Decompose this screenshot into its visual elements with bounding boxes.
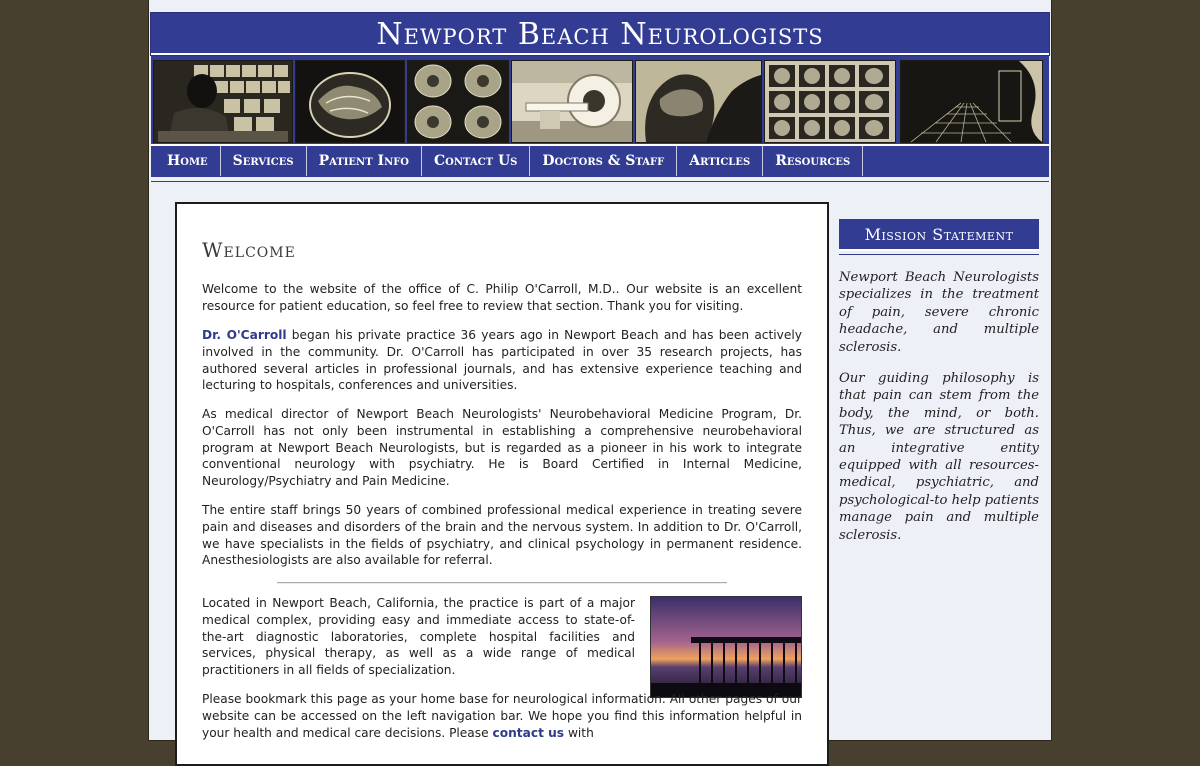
mission-divider <box>839 252 1039 255</box>
nav-doctors-staff[interactable]: Doctors & Staff <box>530 146 677 176</box>
mission-paragraph-2: Our guiding philosophy is that pain can stem from the body, the mind, or both. Thus, we are structured as an integrative entity equipped with all resources-medical, psychiatric, and psychological-to help patients manage pain and multiple sclerosis. <box>839 371 1039 543</box>
header-banner <box>151 56 1049 144</box>
pier-sunset-photo <box>650 596 802 698</box>
mri-grid-icon <box>407 60 509 143</box>
staff-paragraph: The entire staff brings 50 years of combined professional medical experience in treating severe pain and diseases and disorders of the brain and the nervous system. In addition to Dr. O'Carroll, we have specialists in the fields of psychiatry, and clinical psychology in permanent residence. Anesthesiologists are also available for referral. <box>202 503 802 568</box>
page-title: Welcome <box>202 238 296 262</box>
nav-services[interactable]: Services <box>221 146 307 176</box>
sidebar <box>839 219 1039 544</box>
intro-paragraph: Welcome to the website of the office of C. Philip O'Carroll, M.D.. Our website is an excellent resource for patient education, so feel free to review that section. Thank you for visiting. <box>202 282 802 313</box>
brain-scan-icon <box>295 60 405 143</box>
bookmark-paragraph <box>202 691 802 741</box>
radiologist-lightbox-icon <box>153 60 293 143</box>
content-divider <box>277 582 727 584</box>
doctor-link[interactable]: Dr. O'Carroll <box>202 328 287 342</box>
wireframe-perspective-icon <box>900 60 1043 143</box>
nav-contact-us[interactable]: Contact Us <box>422 146 530 176</box>
bookmark-text-end: with <box>564 725 594 740</box>
main-content <box>175 202 829 766</box>
bookmark-text: Please bookmark this page as your home base for neurological information. All other pages of our website can be accessed on the left navigation bar. We hope you find this information helpful in your health and medical care decisions. Please <box>202 692 802 740</box>
nav-patient-info[interactable]: Patient Info <box>307 146 422 176</box>
location-paragraph: Located in Newport Beach, California, the practice is part of a major medical complex, providing easy and immediate access to state-of-the-art diagnostic laboratories, complete hospital facilities and services, physical therapy, as well as a wide range of medical practitioners in all fields of specialization. <box>202 596 635 678</box>
mri-film-icon <box>764 60 896 143</box>
bio-text: began his private practice 36 years ago in Newport Beach and has been actively involved in the community. Dr. O'Carroll has participated in over 35 research projects, has authored several articles in professional journals, and has extensive experience teaching and lecturing to hospitals, conferences and universities. <box>202 328 802 393</box>
main-nav <box>151 144 1049 176</box>
nav-home[interactable]: Home <box>151 146 221 176</box>
head-profile-icon <box>635 60 762 143</box>
page-container <box>149 0 1051 740</box>
mission-paragraph-1: Newport Beach Neurologists specializes in the treatment of pain, severe chronic headache, and multiple sclerosis. <box>839 270 1039 355</box>
bio-paragraph <box>202 327 802 394</box>
nav-resources[interactable]: Resources <box>763 146 863 176</box>
site-title[interactable]: Newport Beach Neurologists <box>151 13 1049 55</box>
mission-statement-heading: Mission Statement <box>839 219 1039 251</box>
contact-us-link[interactable]: contact us <box>492 725 565 740</box>
ct-scanner-icon <box>511 60 633 143</box>
nav-articles[interactable]: Articles <box>677 146 763 176</box>
director-paragraph: As medical director of Newport Beach Neurologists' Neurobehavioral Medicine Program, Dr. O'Carroll has not only been instrumental in establishing a comprehensive neurobehavioral program at Newport Beach Neurologists, but is regarded as a pioneer in his work to integrate conventional neurology with psychiatry. He is Board Certified in Internal Medicine, Neurology/Psychiatry and Pain Medicine. <box>202 407 802 489</box>
nav-divider <box>151 176 1049 182</box>
